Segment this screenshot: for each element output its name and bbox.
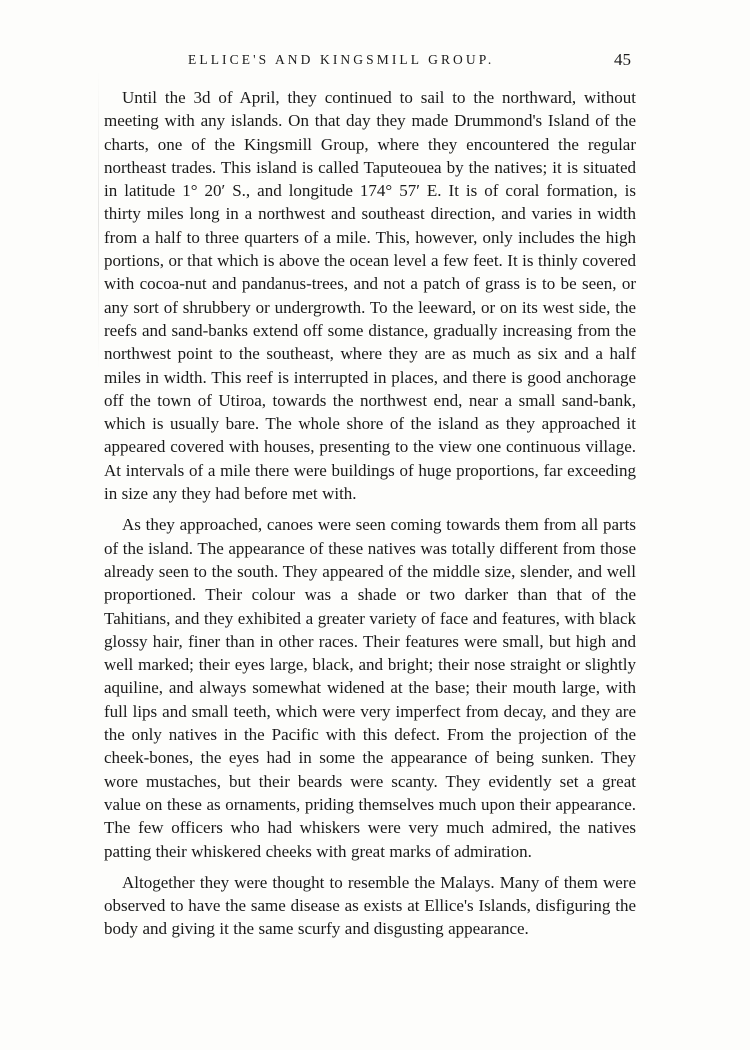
- running-head-title: ELLICE'S AND KINGSMILL GROUP.: [188, 52, 495, 67]
- paragraph: As they approached, canoes were seen coming towards them from all parts of the island. The appearance of these natives was totally different from those already seen to the south. They appeared of the middle size, slender, and well proportioned. Their colour was a shade or two darker than that of the Tahitians, and they exhibited a greater variety of face and features, with black glossy hair, finer than in other races. Their features were small, but high and well marked; their eyes large, black, and bright; their nose straight or slightly aquiline, and always somewhat widened at the base; their mouth large, with full lips and small teeth, which were very imperfect from decay, and they are the only natives in the Pacific with this defect. From the projection of the cheek-bones, the eyes had in some the appearance of being sunken. They wore mustaches, but their beards were scanty. They evidently set a great value on these as ornaments, priding themselves much upon their appearance. The few officers who had whiskers were very much admired, the natives patting their whiskered cheeks with great marks of admiration.: [104, 515, 636, 861]
- gutter-shadow: [98, 70, 99, 370]
- running-head: [0, 52, 750, 76]
- paragraph: Until the 3d of April, they continued to sail to the northward, without meeting with any islands. On that day they made Drummond's Island of the charts, one of the Kingsmill Group, where they encountered the regular northeast trades. This island is called Taputeouea by the natives; it is situated in latitude 1° 20′ S., and longitude 174° 57′ E. It is of coral formation, is thirty miles long in a northwest and southeast direction, and varies in width from a half to three quarters of a mile. This, however, only includes the high portions, or that which is above the ocean level a few feet. It is thinly covered with cocoa-nut and pandanus-trees, and not a patch of grass is to be seen, or any sort of shrubbery or undergrowth. To the leeward, or on its west side, the reefs and sand-banks extend off some distance, gradually increasing from the northwest point to the southeast, where they are as much as six and a half miles in width. This reef is interrupted in places, and there is good anchorage off the town of Utiroa, towards the northwest end, near a small sand-bank, which is usually bare. The whole shore of the island as they approached it appeared covered with houses, presenting to the view one continuous village. At intervals of a mile there were buildings of huge proportions, far exceeding in size any they had before met with.: [104, 88, 636, 504]
- body-text: [104, 86, 636, 949]
- page-number: 45: [614, 50, 631, 69]
- paragraph: Altogether they were thought to resemble the Malays. Many of them were observed to have the same disease as exists at Ellice's Islands, disfiguring the body and giving it the same scurfy and disgusting appearance.: [104, 872, 636, 939]
